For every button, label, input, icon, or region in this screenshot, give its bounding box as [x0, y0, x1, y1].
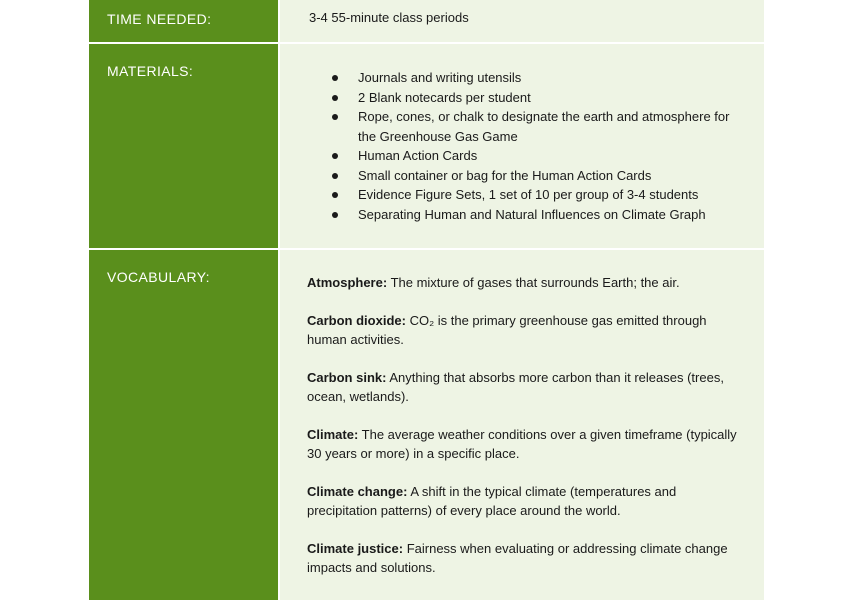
- list-item: Journals and writing utensils: [328, 68, 748, 88]
- vocab-definition: The mixture of gases that surrounds Earth; the air.: [387, 275, 680, 290]
- time-needed-content-cell: [280, 0, 764, 42]
- vocab-entry: [307, 539, 747, 577]
- vocab-entry: [307, 368, 747, 406]
- time-needed-row: [89, 0, 764, 42]
- materials-content-cell: [280, 44, 764, 248]
- materials-list: [328, 68, 748, 224]
- vocab-term: Carbon sink:: [307, 370, 387, 385]
- vocabulary-content-cell: [280, 250, 764, 600]
- time-needed-value: 3-4 55-minute class periods: [309, 10, 469, 25]
- materials-label: MATERIALS:: [107, 63, 194, 79]
- vocab-entry: [307, 482, 747, 520]
- bullet-icon: [332, 192, 338, 198]
- vocab-entry: [307, 273, 747, 292]
- lesson-info-table: [89, 0, 764, 600]
- vocabulary-label: VOCABULARY:: [107, 269, 210, 285]
- vocab-definition: Fairness when evaluating or addressing climate change impacts and solutions.: [307, 541, 728, 575]
- vocab-term: Climate:: [307, 427, 359, 442]
- vocab-definition: A shift in the typical climate (temperatures and precipitation patterns) of every place around the world.: [307, 484, 677, 518]
- vocab-term: Atmosphere:: [307, 275, 388, 290]
- vocab-definition: Anything that absorbs more carbon than it releases (trees, ocean, wetlands).: [307, 370, 724, 404]
- vocab-definition: The average weather conditions over a given timeframe (typically 30 years or more) in a specific place.: [307, 427, 737, 461]
- list-item: 2 Blank notecards per student: [328, 88, 748, 108]
- materials-label-cell: [89, 44, 278, 248]
- vocab-entry: [307, 311, 747, 349]
- vocabulary-label-cell: [89, 250, 278, 600]
- list-item: Human Action Cards: [328, 146, 748, 166]
- materials-row: [89, 44, 764, 248]
- vocab-term: Climate change:: [307, 484, 408, 499]
- list-item: Separating Human and Natural Influences on Climate Graph: [328, 205, 748, 225]
- bullet-icon: [332, 95, 338, 101]
- list-item: Small container or bag for the Human Action Cards: [328, 166, 748, 186]
- vocab-entry: [307, 425, 747, 463]
- bullet-icon: [332, 114, 338, 120]
- vocabulary-row: [89, 250, 764, 600]
- bullet-icon: [332, 173, 338, 179]
- vocabulary-list: [307, 273, 747, 596]
- bullet-icon: [332, 153, 338, 159]
- vocab-term: Climate justice:: [307, 541, 404, 556]
- bullet-icon: [332, 212, 338, 218]
- list-item: Rope, cones, or chalk to designate the earth and atmosphere for the Greenhouse Gas Game: [328, 107, 748, 146]
- list-item: Evidence Figure Sets, 1 set of 10 per group of 3-4 students: [328, 185, 748, 205]
- vocab-term: Carbon dioxide:: [307, 313, 406, 328]
- time-needed-label: TIME NEEDED:: [107, 11, 212, 27]
- bullet-icon: [332, 75, 338, 81]
- vocab-definition: CO₂ is the primary greenhouse gas emitted through human activities.: [307, 313, 707, 347]
- time-needed-label-cell: [89, 0, 278, 42]
